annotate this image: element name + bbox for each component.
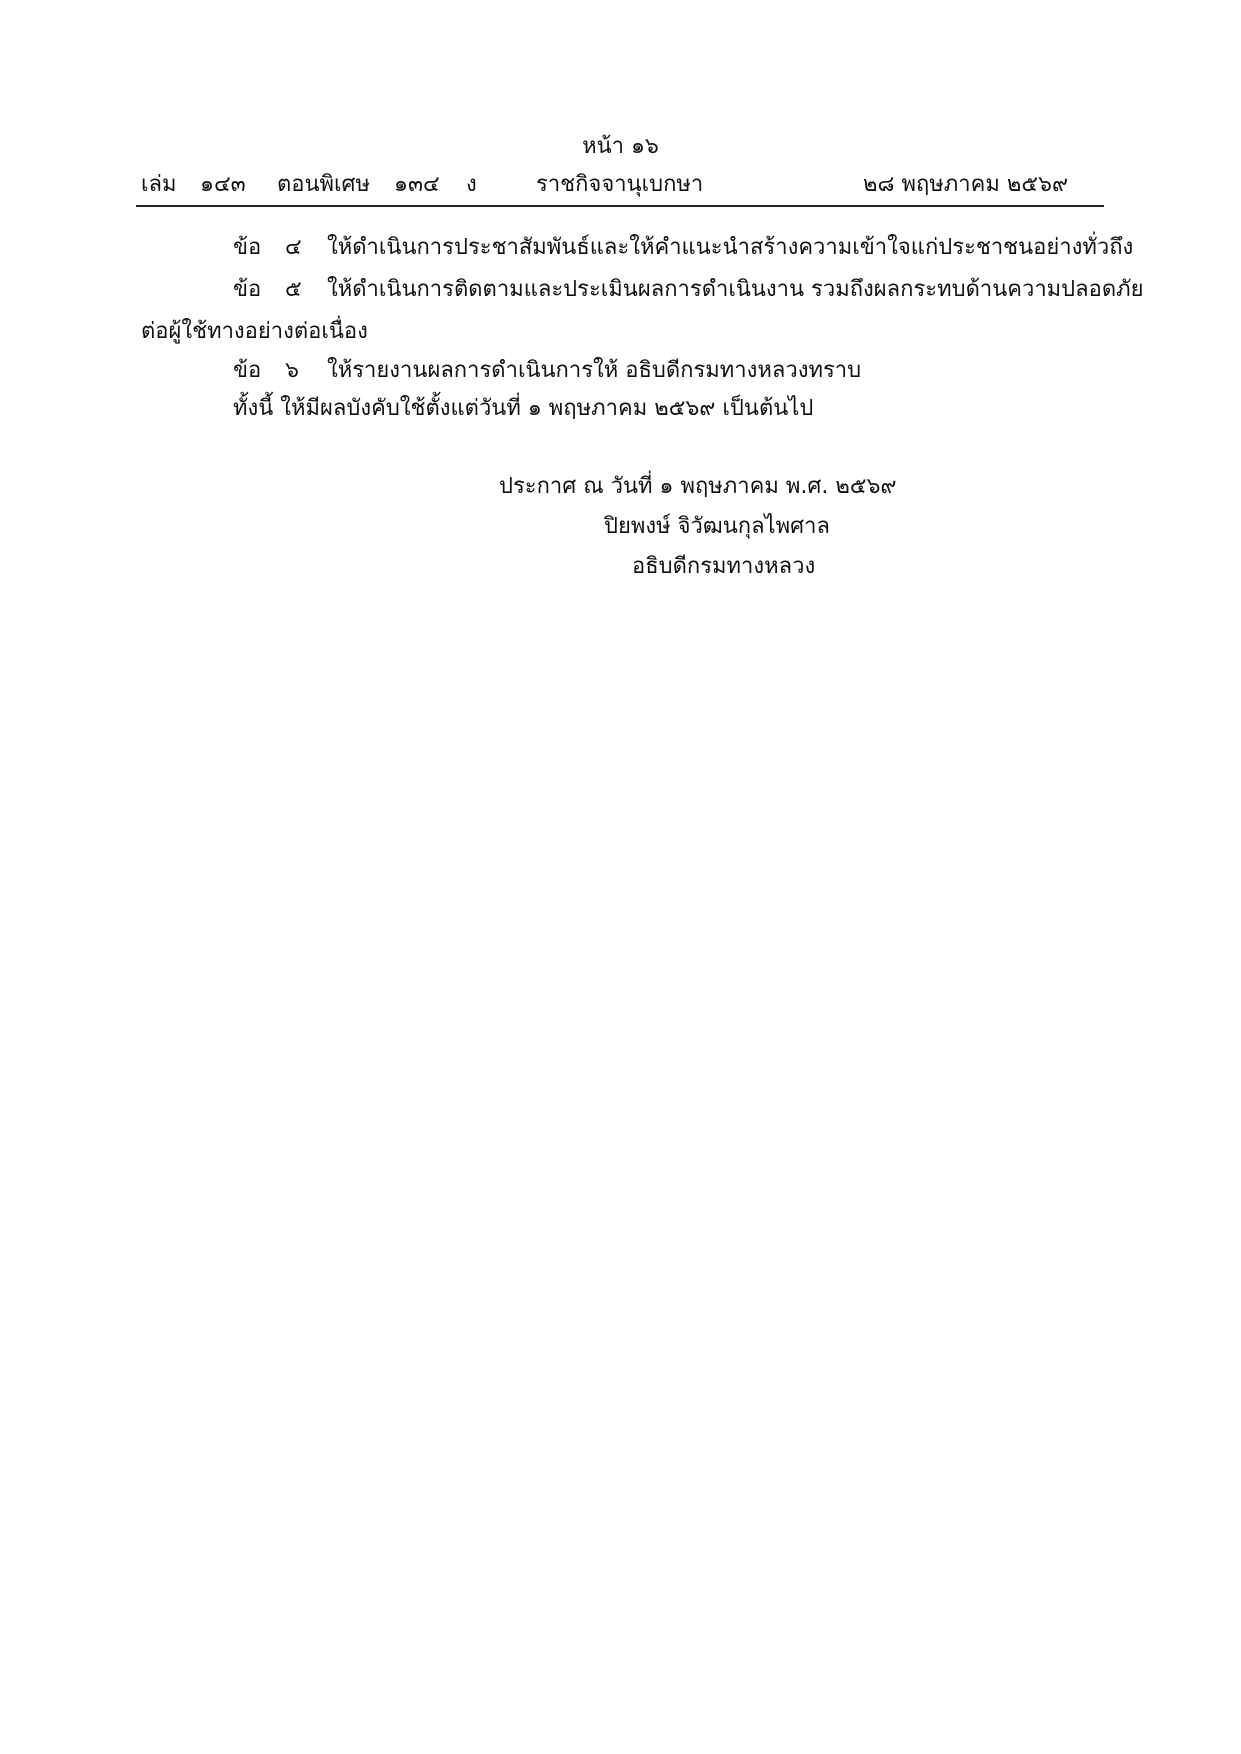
volume-label: เล่ม	[141, 172, 177, 197]
clause-text: ให้ดำเนินการติดตามและประเมินผลการดำเนินงาน รวมถึงผลกระทบด้านความปลอดภัย	[327, 277, 1144, 302]
clause-text-continuation: ต่อผู้ใช้ทางอย่างต่อเนื่อง	[141, 319, 368, 344]
effective-statement: ทั้งนี้ ให้มีผลบังคับใช้ตั้งแต่วันที่ ๑ พฤษภาคม ๒๕๖๙ เป็นต้นไป	[233, 396, 814, 421]
clause-text: ให้ดำเนินการประชาสัมพันธ์และให้คำแนะนำสร้างความเข้าใจแก่ประชาชนอย่างทั่วถึง	[327, 235, 1134, 260]
issue-number: ๑๓๔	[394, 172, 440, 197]
clause-text: ให้รายงานผลการดำเนินการให้ อธิบดีกรมทางหลวงทราบ	[327, 358, 862, 383]
header-divider	[136, 205, 1104, 207]
issue-label: ตอนพิเศษ	[277, 172, 371, 197]
clause-label: ข้อ	[233, 277, 262, 302]
page-number: หน้า ๑๖	[582, 134, 659, 159]
clause-number: ๔	[285, 235, 302, 260]
clause-number: ๕	[285, 277, 302, 302]
issue-suffix: ง	[466, 172, 477, 197]
gazette-date: ๒๘ พฤษภาคม ๒๕๖๙	[863, 172, 1069, 197]
clause-label: ข้อ	[233, 235, 262, 260]
clause-label: ข้อ	[233, 358, 262, 383]
volume-number: ๑๔๓	[200, 172, 246, 197]
signer-title: อธิบดีกรมทางหลวง	[632, 554, 816, 579]
gazette-name: ราชกิจจานุเบกษา	[536, 172, 704, 197]
signer-name: ปิยพงษ์ จิวัฒนกุลไพศาล	[604, 514, 830, 539]
announce-date: ประกาศ ณ วันที่ ๑ พฤษภาคม พ.ศ. ๒๕๖๙	[499, 474, 897, 499]
clause-number: ๖	[285, 358, 299, 383]
